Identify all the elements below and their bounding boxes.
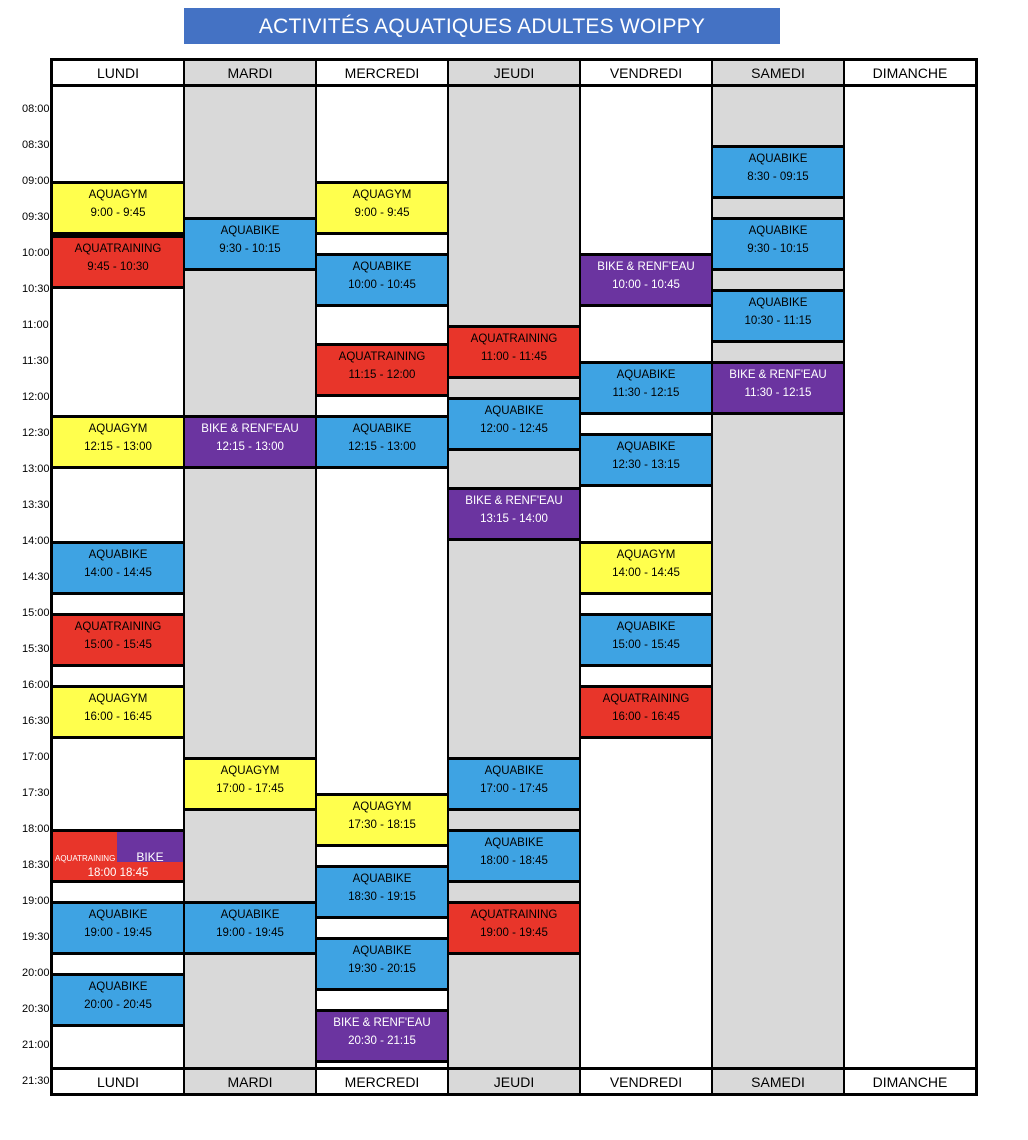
class-block-mercredi-aquabike [317, 253, 447, 307]
class-name: AQUATRAINING [74, 243, 162, 255]
time-label: 18:30 [22, 859, 50, 871]
day-column-dimanche [845, 87, 975, 1067]
class-block-mercredi-aquabike [317, 937, 447, 991]
class-name: BIKE & RENF'EAU [597, 261, 695, 273]
class-time: 14:00 - 14:45 [84, 567, 152, 579]
class-name: AQUABIKE [748, 153, 808, 165]
class-block-lundi-aquatraining [53, 613, 183, 667]
day-header-lundi: LUNDI [53, 61, 183, 84]
class-name: BIKE & RENF'EAU [465, 495, 563, 507]
class-time: 15:00 - 15:45 [612, 639, 680, 651]
class-time: 10:00 - 10:45 [612, 279, 680, 291]
class-time: 9:30 - 10:15 [219, 243, 281, 255]
page-title: ACTIVITÉS AQUATIQUES ADULTES WOIPPY [184, 8, 780, 44]
class-name: AQUATRAINING [470, 333, 558, 345]
class-block-mardi-bike-renf-eau [185, 415, 315, 469]
time-label: 13:30 [22, 499, 50, 511]
class-name: AQUABIKE [88, 981, 148, 993]
class-time: 12:15 - 13:00 [216, 441, 284, 453]
day-footer-dimanche: DIMANCHE [845, 1070, 975, 1093]
class-name: AQUABIKE [352, 423, 412, 435]
class-block-jeudi-aquabike [449, 397, 579, 451]
class-block-mercredi-aquatraining [317, 343, 447, 397]
time-label: 11:30 [22, 355, 49, 367]
day-footer-lundi: LUNDI [53, 1070, 183, 1093]
class-name: AQUABIKE [616, 369, 676, 381]
class-block-vendredi-aquagym [581, 541, 711, 595]
time-label: 18:00 [22, 823, 50, 835]
time-label: 12:30 [22, 427, 50, 439]
class-block-mercredi-aquagym [317, 181, 447, 235]
class-block-vendredi-aquabike [581, 433, 711, 487]
day-column-vendredi [581, 87, 711, 1067]
time-label: 15:30 [22, 643, 50, 655]
day-footer-mardi: MARDI [185, 1070, 315, 1093]
class-name: AQUABIKE [352, 261, 412, 273]
time-label: 12:00 [22, 391, 50, 403]
time-label: 16:30 [22, 715, 50, 727]
class-name: AQUABIKE [352, 873, 412, 885]
class-block-vendredi-aquabike [581, 613, 711, 667]
class-time: 14:00 - 14:45 [612, 567, 680, 579]
class-time: 18:30 - 19:15 [348, 891, 416, 903]
time-label: 13:00 [22, 463, 50, 475]
class-name-left: AQUATRAINING [55, 854, 116, 863]
class-block-jeudi-aquatraining [449, 901, 579, 955]
time-label: 14:30 [22, 571, 50, 583]
class-time: 16:00 - 16:45 [612, 711, 680, 723]
class-block-mercredi-aquagym [317, 793, 447, 847]
class-block-mercredi-aquabike [317, 415, 447, 469]
time-label: 15:00 [22, 607, 50, 619]
class-name: AQUATRAINING [470, 909, 558, 921]
class-name: AQUAGYM [88, 423, 148, 435]
class-time: 9:00 - 9:45 [354, 207, 410, 219]
class-block-mardi-aquagym [185, 757, 315, 811]
day-header-vendredi: VENDREDI [581, 61, 711, 84]
class-block-lundi-aquatraining-bike [53, 829, 183, 883]
class-block-jeudi-aquatraining [449, 325, 579, 379]
class-time: 11:30 - 12:15 [744, 387, 812, 399]
class-time: 11:00 - 11:45 [480, 351, 548, 363]
class-block-jeudi-bike-renf-eau [449, 487, 579, 541]
class-time: 8:30 - 09:15 [747, 171, 809, 183]
class-name: AQUABIKE [88, 549, 148, 561]
class-block-vendredi-bike-renf-eau [581, 253, 711, 307]
time-label: 16:00 [22, 679, 50, 691]
class-block-lundi-aquagym [53, 181, 183, 235]
time-label: 10:30 [22, 283, 50, 295]
day-footer-jeudi: JEUDI [449, 1070, 579, 1093]
class-time: 17:30 - 18:15 [348, 819, 416, 831]
time-label: 20:30 [22, 1003, 50, 1015]
class-name: AQUAGYM [352, 189, 412, 201]
class-name: BIKE & RENF'EAU [333, 1017, 431, 1029]
class-block-lundi-aquagym [53, 415, 183, 469]
class-name: AQUABIKE [484, 837, 544, 849]
class-block-mardi-aquabike [185, 901, 315, 955]
time-label: 10:00 [22, 247, 50, 259]
class-time: 18:00 - 18:45 [480, 855, 548, 867]
class-name: AQUAGYM [88, 189, 148, 201]
class-name: AQUATRAINING [602, 693, 690, 705]
time-label: 11:00 [22, 319, 49, 331]
class-name: AQUABIKE [616, 621, 676, 633]
class-name: AQUABIKE [748, 297, 808, 309]
class-name: AQUABIKE [220, 909, 280, 921]
class-time: 12:00 - 12:45 [480, 423, 548, 435]
day-header-jeudi: JEUDI [449, 61, 579, 84]
class-time: 12:15 - 13:00 [84, 441, 152, 453]
class-time: 17:00 - 17:45 [480, 783, 548, 795]
time-label: 17:30 [22, 787, 50, 799]
class-name: AQUABIKE [616, 441, 676, 453]
day-header-mercredi: MERCREDI [317, 61, 447, 84]
day-header-dimanche: DIMANCHE [845, 61, 975, 84]
class-name: BIKE & RENF'EAU [201, 423, 299, 435]
class-time: 18:00 18:45 [87, 867, 149, 879]
class-block-lundi-aquabike [53, 901, 183, 955]
class-time: 10:00 - 10:45 [348, 279, 416, 291]
time-label: 17:00 [22, 751, 50, 763]
class-name: AQUABIKE [484, 765, 544, 777]
class-name: AQUAGYM [352, 801, 412, 813]
class-block-lundi-aquatraining [53, 235, 183, 289]
class-block-samedi-bike-renf-eau [713, 361, 843, 415]
class-time: 10:30 - 11:15 [744, 315, 812, 327]
class-block-samedi-aquabike [713, 289, 843, 343]
class-time: 13:15 - 14:00 [480, 513, 548, 525]
class-name: AQUATRAINING [74, 621, 162, 633]
class-block-lundi-aquabike [53, 973, 183, 1027]
class-block-lundi-aquagym [53, 685, 183, 739]
class-name: AQUAGYM [220, 765, 280, 777]
class-time: 19:00 - 19:45 [84, 927, 152, 939]
class-name: AQUAGYM [616, 549, 676, 561]
class-block-samedi-aquabike [713, 217, 843, 271]
time-label: 09:30 [22, 211, 50, 223]
class-block-samedi-aquabike [713, 145, 843, 199]
time-label: 19:30 [22, 931, 50, 943]
class-time: 15:00 - 15:45 [84, 639, 152, 651]
class-name: AQUABIKE [88, 909, 148, 921]
class-time: 20:00 - 20:45 [84, 999, 152, 1011]
class-block-jeudi-aquabike [449, 829, 579, 883]
class-time: 20:30 - 21:15 [348, 1035, 416, 1047]
class-time: 9:00 - 9:45 [90, 207, 146, 219]
time-label: 09:00 [22, 175, 50, 187]
class-name: AQUATRAINING [338, 351, 426, 363]
class-time: 9:30 - 10:15 [747, 243, 809, 255]
class-block-vendredi-aquatraining [581, 685, 711, 739]
class-time: 17:00 - 17:45 [216, 783, 284, 795]
time-label: 20:00 [22, 967, 50, 979]
day-header-mardi: MARDI [185, 61, 315, 84]
day-column-mardi [185, 87, 315, 1067]
time-label: 21:00 [22, 1039, 50, 1051]
time-label: 21:30 [22, 1075, 50, 1087]
time-label: 08:00 [22, 103, 50, 115]
class-time: 16:00 - 16:45 [84, 711, 152, 723]
class-name: AQUAGYM [88, 693, 148, 705]
class-time: 19:30 - 20:15 [348, 963, 416, 975]
time-label: 08:30 [22, 139, 50, 151]
time-label: 14:00 [22, 535, 50, 547]
class-time: 12:30 - 13:15 [612, 459, 680, 471]
class-block-mercredi-aquabike [317, 865, 447, 919]
day-column-jeudi [449, 87, 579, 1067]
class-time: 11:30 - 12:15 [612, 387, 680, 399]
class-time: 11:15 - 12:00 [348, 369, 416, 381]
class-block-mardi-aquabike [185, 217, 315, 271]
class-name: AQUABIKE [484, 405, 544, 417]
class-name-right: BIKE [136, 850, 164, 864]
class-time: 9:45 - 10:30 [87, 261, 149, 273]
day-column-mercredi [317, 87, 447, 1067]
time-label: 19:00 [22, 895, 50, 907]
day-footer-vendredi: VENDREDI [581, 1070, 711, 1093]
class-block-vendredi-aquabike [581, 361, 711, 415]
day-column-lundi [53, 87, 183, 1067]
day-footer-samedi: SAMEDI [713, 1070, 843, 1093]
timetable-grid [50, 58, 978, 1096]
day-header-samedi: SAMEDI [713, 61, 843, 84]
class-time: 19:00 - 19:45 [480, 927, 548, 939]
day-column-samedi [713, 87, 843, 1067]
class-block-mercredi-bike-renf-eau [317, 1009, 447, 1063]
class-block-jeudi-aquabike [449, 757, 579, 811]
class-block-lundi-aquabike [53, 541, 183, 595]
class-name: BIKE & RENF'EAU [729, 369, 827, 381]
class-name: AQUABIKE [352, 945, 412, 957]
day-footer-mercredi: MERCREDI [317, 1070, 447, 1093]
class-name: AQUABIKE [748, 225, 808, 237]
class-time: 19:00 - 19:45 [216, 927, 284, 939]
class-time: 12:15 - 13:00 [348, 441, 416, 453]
class-name: AQUABIKE [220, 225, 280, 237]
